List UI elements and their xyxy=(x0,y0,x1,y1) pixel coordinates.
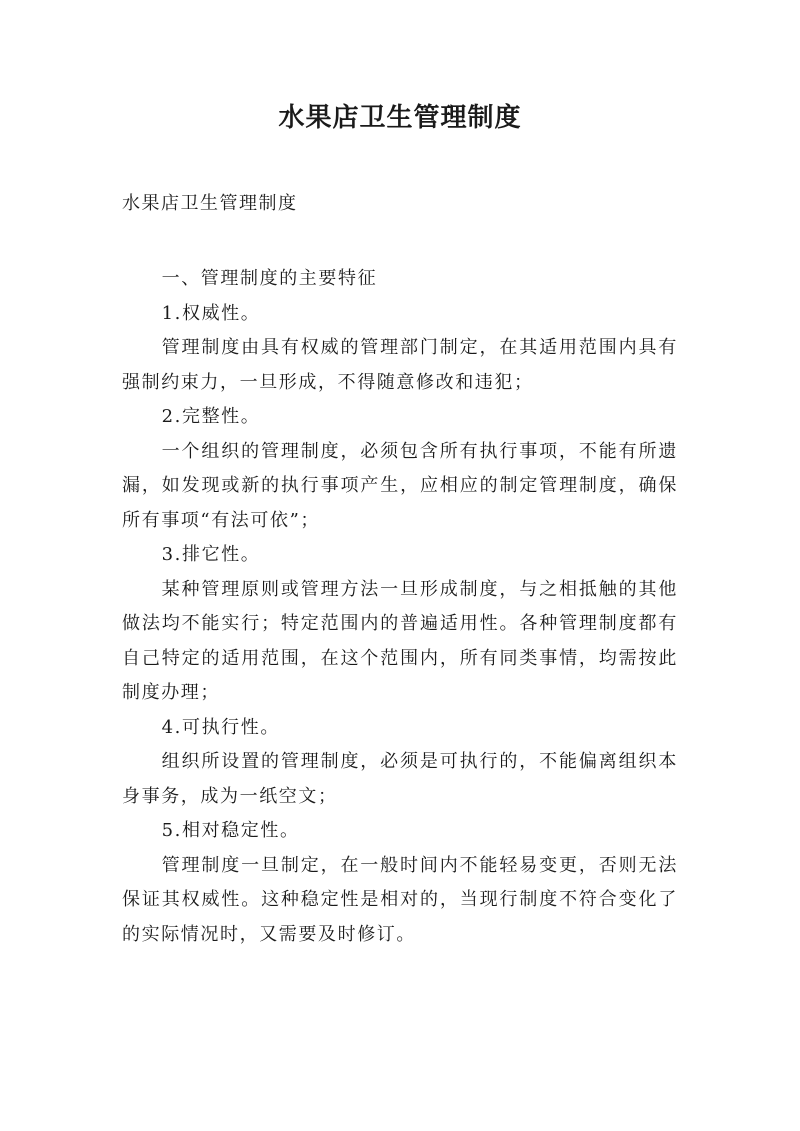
item-heading: 2.完整性。 xyxy=(161,406,261,427)
document-body xyxy=(122,262,678,952)
item-heading: 5.相对稳定性。 xyxy=(161,820,300,841)
item-paragraph: 一个组织的管理制度，必须包含所有执行事项，不能有所遗漏，如发现或新的执行事项产生，应相应的制定管理制度，确保所有事项“有法可依”； xyxy=(122,440,678,531)
item-paragraph: 管理制度由具有权威的管理部门制定，在其适用范围内具有强制约束力，一旦形成，不得随意修改和违犯； xyxy=(122,337,678,393)
section-heading: 一、管理制度的主要特征 xyxy=(161,268,378,289)
document-subtitle: 水果店卫生管理制度 xyxy=(122,193,298,214)
item-heading: 4.可执行性。 xyxy=(161,716,280,738)
document-title: 水果店卫生管理制度 xyxy=(278,103,522,133)
item-paragraph: 某种管理原则或管理方法一旦形成制度，与之相抵触的其他做法均不能实行；特定范围内的普遍适用性。各种管理制度都有自己特定的适用范围，在这个范围内，所有同类事情，均需按此制度办理； xyxy=(122,578,678,703)
item-paragraph: 管理制度一旦制定，在一般时间内不能轻易变更，否则无法保证其权威性。这种稳定性是相对的，当现行制度不符合变化了的实际情况时，又需要及时修订。 xyxy=(122,854,678,945)
item-heading: 1.权威性。 xyxy=(161,302,261,324)
item-paragraph: 组织所设置的管理制度，必须是可执行的，不能偏离组织本身事务，成为一纸空文； xyxy=(122,751,678,807)
item-heading: 3.排它性。 xyxy=(161,544,261,565)
